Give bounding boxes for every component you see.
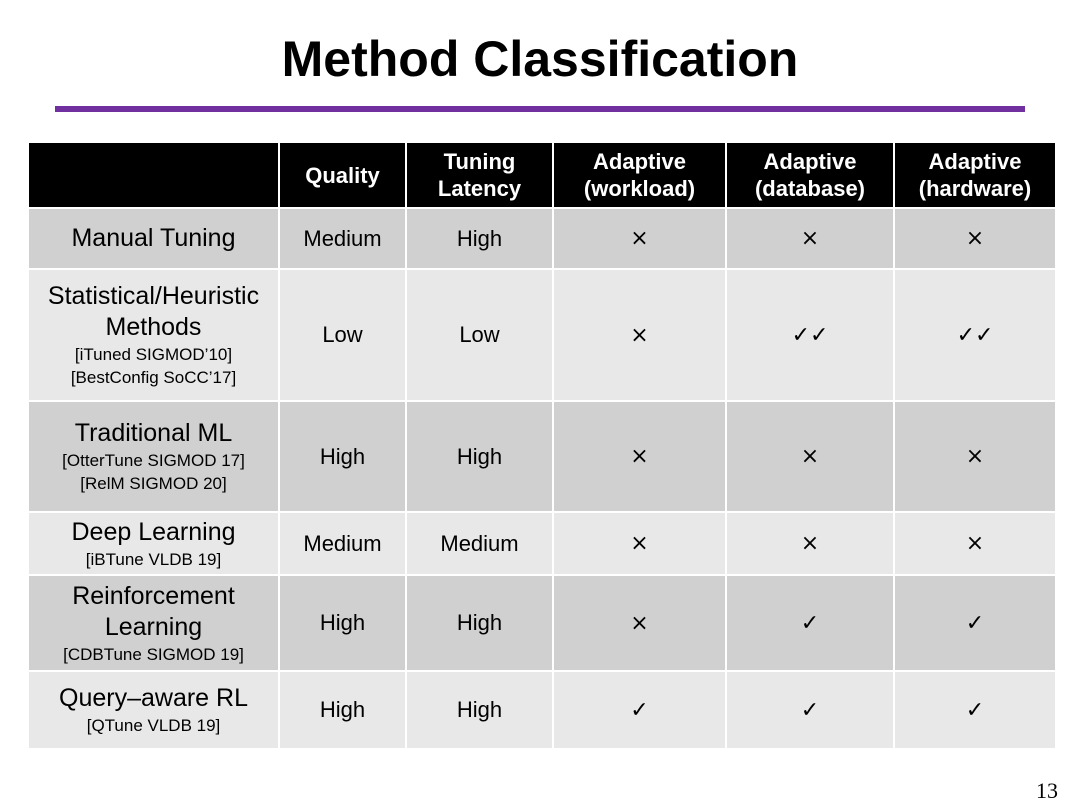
database-cell: × [727, 209, 893, 268]
latency-cell: Medium [407, 513, 552, 574]
latency-cell: High [407, 209, 552, 268]
header-cell-quality [280, 143, 405, 207]
method-reference: [OtterTune SIGMOD 17] [62, 451, 245, 470]
method-name: Statistical/Heuristic Methods [47, 282, 260, 341]
hardware-cell: ✓ [895, 576, 1055, 670]
workload-cell: × [554, 513, 725, 574]
database-cell: × [727, 513, 893, 574]
quality-cell: High [280, 672, 405, 748]
hardware-cell: ✓ [895, 672, 1055, 748]
method-reference: [BestConfig SoCC’17] [70, 368, 237, 387]
table-row [29, 576, 1055, 670]
header-cell-adaptive-workload [554, 143, 725, 207]
method-name: Traditional ML [74, 419, 233, 447]
header-cell-adaptive-database [727, 143, 893, 207]
hardware-cell: × [895, 209, 1055, 268]
table-row [29, 513, 1055, 574]
table-row [29, 209, 1055, 268]
header-cell-tuning-latency [407, 143, 552, 207]
header-label: Tuning Latency [437, 149, 522, 201]
method-cell [29, 402, 278, 511]
table-row [29, 402, 1055, 511]
latency-cell: Low [407, 270, 552, 400]
method-cell [29, 513, 278, 574]
workload-cell: × [554, 209, 725, 268]
workload-cell: × [554, 270, 725, 400]
table-header-row [29, 143, 1055, 207]
hardware-cell: ✓✓ [895, 270, 1055, 400]
latency-cell: High [407, 672, 552, 748]
hardware-cell: × [895, 513, 1055, 574]
quality-cell: High [280, 402, 405, 511]
workload-cell: ✓ [554, 672, 725, 748]
quality-cell: High [280, 576, 405, 670]
header-label: Adaptive (hardware) [918, 149, 1032, 201]
method-reference: [iTuned SIGMOD’10] [74, 345, 233, 364]
method-name: Manual Tuning [71, 224, 236, 252]
workload-cell: × [554, 576, 725, 670]
hardware-cell: × [895, 402, 1055, 511]
header-label: Adaptive (workload) [583, 149, 696, 201]
table-row [29, 672, 1055, 748]
method-name: Reinforcement Learning [72, 581, 235, 641]
database-cell: ✓✓ [727, 270, 893, 400]
header-cell-method [29, 143, 278, 207]
method-reference: [CDBTune SIGMOD 19] [63, 644, 244, 664]
method-reference: [QTune VLDB 19] [86, 716, 221, 735]
method-reference: [iBTune VLDB 19] [85, 549, 222, 569]
quality-cell: Low [280, 270, 405, 400]
method-name: Query–aware RL [59, 684, 248, 712]
method-name: Deep Learning [71, 517, 236, 546]
header-label: Quality [305, 162, 380, 188]
method-cell [29, 576, 278, 670]
method-cell [29, 672, 278, 748]
database-cell: × [727, 402, 893, 511]
database-cell: ✓ [727, 576, 893, 670]
method-classification-table [27, 141, 1057, 750]
header-cell-adaptive-hardware [895, 143, 1055, 207]
database-cell: ✓ [727, 672, 893, 748]
workload-cell: × [554, 402, 725, 511]
slide-title: Method Classification [281, 31, 799, 87]
latency-cell: High [407, 402, 552, 511]
page-number: 13 [1036, 778, 1058, 803]
table-row [29, 270, 1055, 400]
quality-cell: Medium [280, 209, 405, 268]
method-reference: [RelM SIGMOD 20] [80, 474, 227, 493]
quality-cell: Medium [280, 513, 405, 574]
latency-cell: High [407, 576, 552, 670]
title-underline [55, 106, 1025, 112]
header-label: Adaptive (database) [754, 149, 866, 201]
method-cell [29, 209, 278, 268]
method-cell [29, 270, 278, 400]
